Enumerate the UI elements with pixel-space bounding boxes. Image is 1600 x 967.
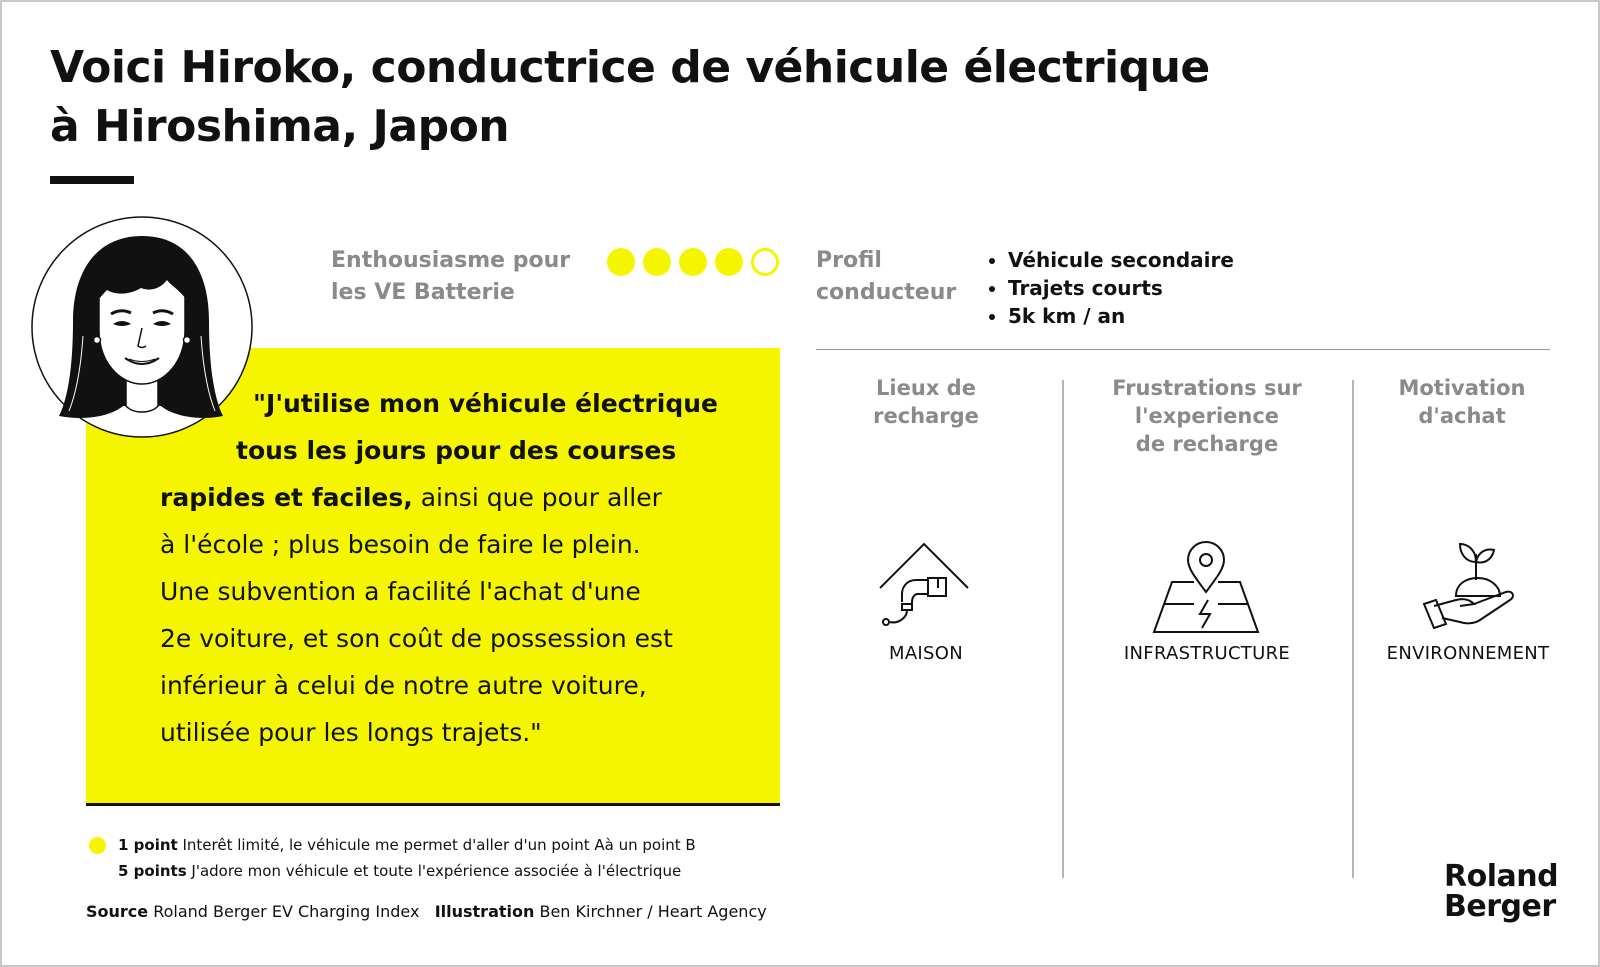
quote-line-6: 2e voiture, et son coût de possession est bbox=[160, 624, 673, 653]
column-head-line: de recharge bbox=[1135, 432, 1279, 456]
legend-min-strong: 1 point bbox=[118, 836, 178, 854]
column-divider bbox=[1352, 380, 1354, 878]
portrait-illustration bbox=[31, 216, 253, 438]
title-line-1: Voici Hiroko, conductrice de véhicule électrique bbox=[50, 42, 1210, 93]
quote-line-8: utilisée pour les longs trajets." bbox=[160, 718, 542, 747]
column-divider bbox=[1062, 380, 1064, 878]
column-head-line: recharge bbox=[873, 404, 979, 428]
hand-plant-icon bbox=[1420, 540, 1520, 636]
column-head-line: d'achat bbox=[1418, 404, 1506, 428]
legend-max-strong: 5 points bbox=[118, 862, 187, 880]
quote-line-7: inférieur à celui de notre autre voiture, bbox=[160, 671, 647, 700]
enthusiasm-label-line-2: les VE Batterie bbox=[331, 280, 515, 305]
home-charger-icon bbox=[876, 540, 972, 636]
column-head-line: l'experience bbox=[1134, 404, 1280, 428]
legend-line-max bbox=[118, 862, 681, 880]
legend-dot bbox=[89, 837, 106, 854]
enthusiasm-label-line-1: Enthousiasme pour bbox=[331, 248, 571, 273]
profile-list bbox=[988, 246, 1234, 330]
quote-line-5: Une subvention a facilité l'achat d'une bbox=[160, 577, 641, 606]
profile-item: • Trajets courts bbox=[1008, 274, 1234, 302]
quote-bold-line-3: rapides et faciles, bbox=[160, 483, 413, 512]
profile-label bbox=[816, 245, 976, 309]
column-head-motivation bbox=[1362, 374, 1562, 430]
logo-line-2: Berger bbox=[1444, 889, 1556, 924]
column-head-charging-places bbox=[826, 374, 1026, 430]
title-line-2: à Hiroshima, Japon bbox=[50, 101, 510, 152]
quote-line-4: à l'école ; plus besoin de faire le plein. bbox=[160, 530, 641, 559]
column-head-line: Lieux de bbox=[876, 376, 976, 400]
column-label-maison: MAISON bbox=[888, 643, 963, 664]
roland-berger-logo bbox=[1444, 859, 1559, 924]
section-divider bbox=[816, 349, 1550, 350]
source-value: Roland Berger EV Charging Index bbox=[148, 902, 420, 921]
rating-dot-filled bbox=[715, 248, 743, 276]
profile-label-line-1: Profil bbox=[816, 248, 882, 273]
credits-line bbox=[86, 902, 767, 921]
profile-item: • 5k km / an bbox=[1008, 302, 1234, 330]
page-title bbox=[50, 38, 1250, 156]
source-label: Source bbox=[86, 902, 149, 921]
column-head-line: Motivation bbox=[1398, 376, 1526, 400]
quote-bold-line-2: tous les jours pour des courses bbox=[236, 436, 677, 465]
legend-line-min bbox=[118, 836, 696, 854]
illustration-value: Ben Kirchner / Heart Agency bbox=[534, 902, 767, 921]
illustration-label: Illustration bbox=[434, 902, 535, 921]
legend-min-text: Interêt limité, le véhicule me permet d'aller d'un point Aà un point B bbox=[177, 836, 696, 854]
legend-max-text: J'adore mon véhicule et toute l'expérience associée à l'électrique bbox=[186, 862, 682, 880]
quote-line-3-rest: ainsi que pour aller bbox=[412, 483, 662, 512]
column-head-line: Frustrations sur bbox=[1112, 376, 1302, 400]
map-pin-lightning-icon bbox=[1150, 540, 1262, 636]
profile-label-line-2: conducteur bbox=[816, 280, 957, 305]
column-head-frustrations bbox=[1087, 374, 1327, 458]
profile-item: • Véhicule secondaire bbox=[1008, 246, 1234, 274]
column-label-environnement: ENVIRONNEMENT bbox=[1386, 643, 1550, 664]
enthusiasm-label bbox=[331, 245, 571, 309]
rating-dot-filled bbox=[679, 248, 707, 276]
quote-bold-line-1: "J'utilise mon véhicule électrique bbox=[253, 389, 718, 418]
rating-dot-empty bbox=[751, 248, 779, 276]
title-underline bbox=[50, 176, 134, 184]
logo-line-1: Roland bbox=[1444, 859, 1559, 894]
rating-dot-filled bbox=[607, 248, 635, 276]
rating-dot-filled bbox=[643, 248, 671, 276]
column-label-infrastructure: INFRASTRUCTURE bbox=[1123, 643, 1291, 664]
